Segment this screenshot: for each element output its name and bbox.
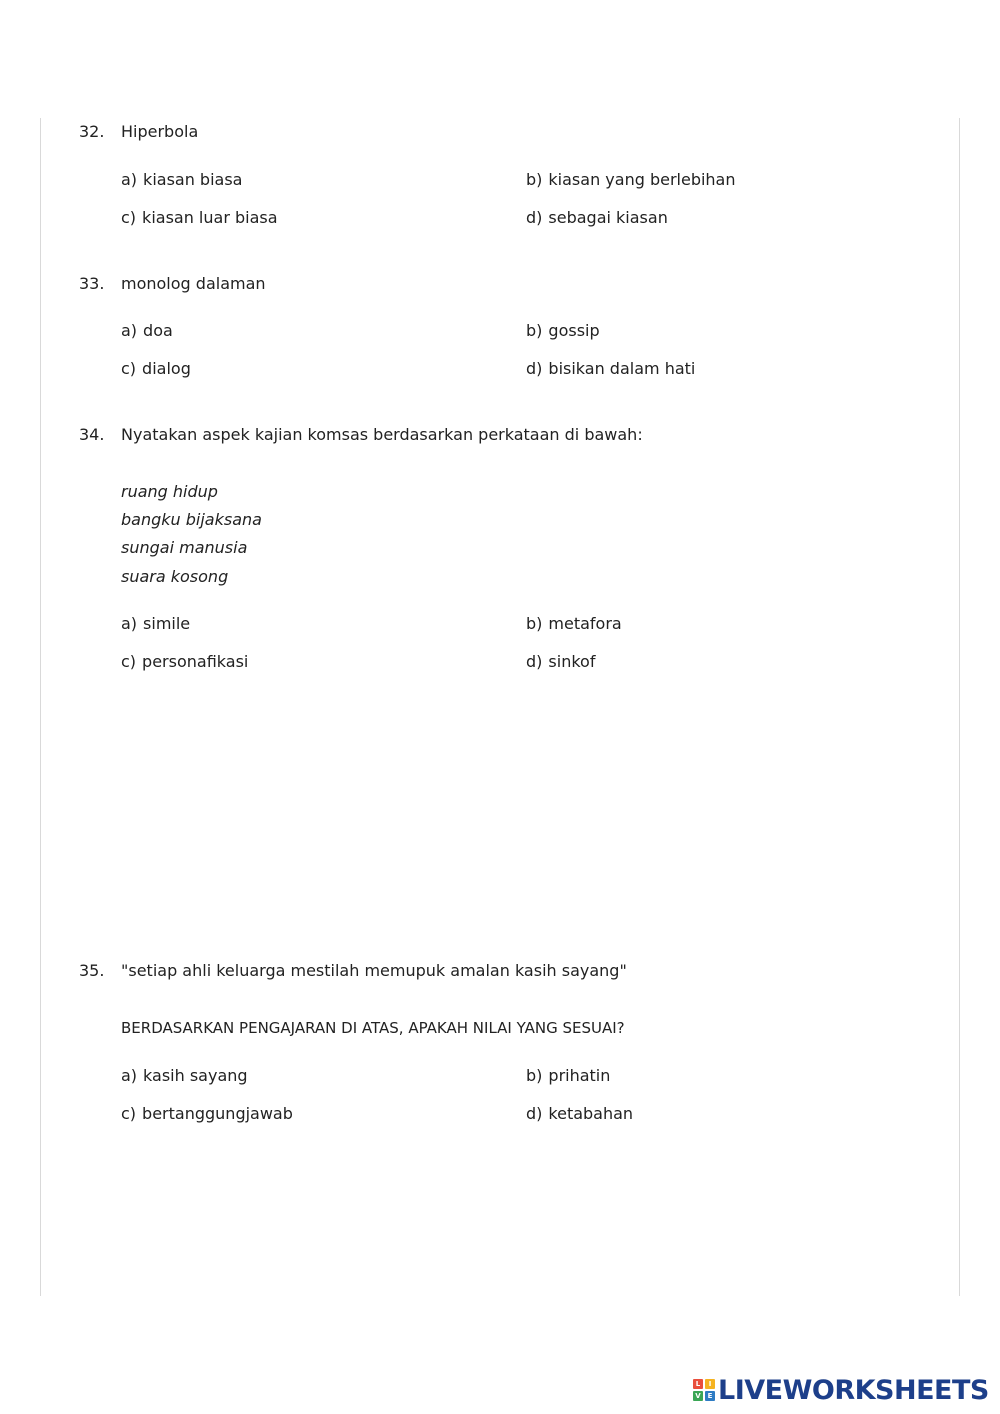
phrase-line: bangku bijaksana bbox=[121, 510, 262, 529]
option-text: sebagai kiasan bbox=[548, 208, 668, 227]
option-text: personafikasi bbox=[142, 652, 249, 671]
question-number: 33. bbox=[79, 274, 105, 293]
option-c[interactable] bbox=[121, 652, 248, 671]
option-d[interactable] bbox=[526, 208, 668, 227]
question-number: 34. bbox=[79, 425, 105, 444]
option-text: prihatin bbox=[548, 1066, 611, 1085]
option-b[interactable] bbox=[526, 614, 622, 633]
option-label: a) bbox=[121, 321, 138, 340]
question-number: 32. bbox=[79, 122, 105, 141]
option-d[interactable] bbox=[526, 1104, 633, 1123]
option-label: d) bbox=[526, 652, 543, 671]
option-label: d) bbox=[526, 1104, 543, 1123]
option-b[interactable] bbox=[526, 170, 736, 189]
question-text: Hiperbola bbox=[121, 122, 199, 141]
option-c[interactable] bbox=[121, 208, 278, 227]
option-text: gossip bbox=[548, 321, 600, 340]
option-label: b) bbox=[526, 321, 543, 340]
option-text: ketabahan bbox=[548, 1104, 634, 1123]
option-d[interactable] bbox=[526, 652, 595, 671]
option-text: bisikan dalam hati bbox=[548, 359, 696, 378]
option-text: dialog bbox=[142, 359, 191, 378]
option-label: a) bbox=[121, 170, 138, 189]
question-text: monolog dalaman bbox=[121, 274, 266, 293]
logo-letter: V bbox=[693, 1391, 703, 1401]
option-label: b) bbox=[526, 170, 543, 189]
question-number: 35. bbox=[79, 961, 105, 980]
option-label: b) bbox=[526, 614, 543, 633]
question-instruction: BERDASARKAN PENGAJARAN DI ATAS, APAKAH NILAI YANG SESUAI? bbox=[121, 1019, 625, 1037]
option-c[interactable] bbox=[121, 1104, 293, 1123]
option-label: b) bbox=[526, 1066, 543, 1085]
option-b[interactable] bbox=[526, 1066, 610, 1085]
logo-letter: I bbox=[705, 1379, 715, 1389]
option-a[interactable] bbox=[121, 1066, 248, 1085]
option-label: c) bbox=[121, 652, 137, 671]
option-text: doa bbox=[143, 321, 173, 340]
option-label: c) bbox=[121, 359, 137, 378]
phrase-line: ruang hidup bbox=[121, 482, 218, 501]
option-label: a) bbox=[121, 614, 138, 633]
option-a[interactable] bbox=[121, 170, 242, 189]
page-frame-left bbox=[40, 118, 41, 1296]
page-frame-right bbox=[959, 118, 960, 1296]
option-a[interactable] bbox=[121, 321, 173, 340]
logo-letter: E bbox=[705, 1391, 715, 1401]
option-label: d) bbox=[526, 208, 543, 227]
option-b[interactable] bbox=[526, 321, 600, 340]
phrase-line: suara kosong bbox=[121, 567, 229, 586]
logo-grid-icon bbox=[693, 1379, 715, 1401]
option-text: bertanggungjawab bbox=[142, 1104, 293, 1123]
question-text: Nyatakan aspek kajian komsas berdasarkan perkataan di bawah: bbox=[121, 425, 643, 444]
logo-letter: L bbox=[693, 1379, 703, 1389]
option-text: kasih sayang bbox=[143, 1066, 248, 1085]
logo-text: LIVEWORKSHEETS bbox=[718, 1374, 989, 1406]
option-label: a) bbox=[121, 1066, 138, 1085]
phrase-line: sungai manusia bbox=[121, 538, 248, 557]
option-text: sinkof bbox=[548, 652, 596, 671]
option-label: d) bbox=[526, 359, 543, 378]
option-label: c) bbox=[121, 208, 137, 227]
option-text: kiasan luar biasa bbox=[142, 208, 278, 227]
option-a[interactable] bbox=[121, 614, 190, 633]
option-text: kiasan biasa bbox=[143, 170, 243, 189]
option-text: metafora bbox=[548, 614, 622, 633]
option-d[interactable] bbox=[526, 359, 695, 378]
option-label: c) bbox=[121, 1104, 137, 1123]
option-text: simile bbox=[143, 614, 191, 633]
liveworksheets-logo[interactable] bbox=[693, 1376, 989, 1404]
option-c[interactable] bbox=[121, 359, 191, 378]
option-text: kiasan yang berlebihan bbox=[548, 170, 736, 189]
question-text: "setiap ahli keluarga mestilah memupuk amalan kasih sayang" bbox=[121, 961, 627, 980]
